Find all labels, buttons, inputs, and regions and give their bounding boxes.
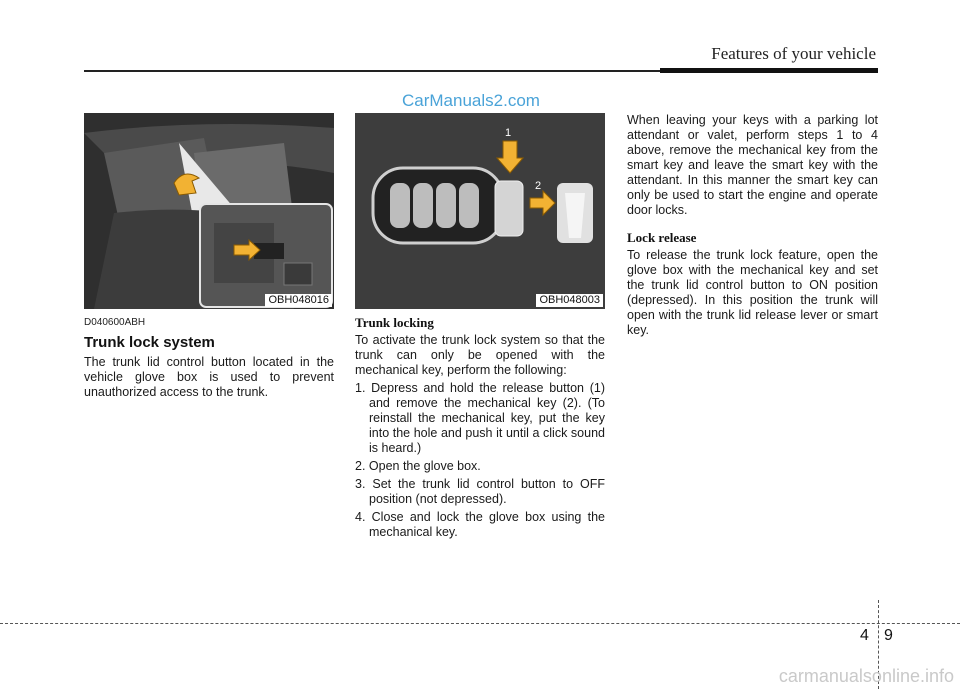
section-intro-paragraph: The trunk lid control button located in the vehicle glove box is used to prevent unauthorized access to the trunk. (84, 355, 334, 399)
page-header-title: Features of your vehicle (711, 44, 876, 63)
section-title: Trunk lock system (84, 334, 215, 351)
smart-key-illustration (355, 113, 605, 309)
callout-1: 1 (505, 127, 512, 139)
steps-list (355, 381, 605, 540)
right-column (627, 113, 878, 341)
step-item: 3. Set the trunk lid control button to OFF position (not depressed). (355, 477, 605, 506)
document-code: D040600ABH (84, 317, 146, 328)
glove-box-illustration (84, 113, 334, 309)
watermark-bottom: carmanualsonline.info (778, 666, 954, 686)
step-item: 2. Open the glove box. (355, 459, 481, 473)
middle-column (355, 113, 605, 543)
chapter-number: 4 (860, 627, 869, 644)
step-item: 1. Depress and hold the release button (1) and remove the mechanical key (2). (To reinstall the mechanical key, put the key into the hole and push it until a click sound is heard.) (355, 381, 605, 455)
subsection-intro-paragraph: To activate the trunk lock system so that the trunk can only be opened with the mechanical key, perform the following: (355, 333, 605, 377)
figure-label: OBH048003 (536, 294, 603, 307)
subsection-title: Trunk locking (355, 315, 434, 330)
smart-key-figure (355, 113, 605, 309)
watermark-top: CarManuals2.com (402, 91, 540, 110)
valet-paragraph: When leaving your keys with a parking lot attendant or valet, perform steps 1 to 4 above, remove the mechanical key from the smart key and leave the smart key with the attendant. In this manner the smart key can only be used to start the engine and operate door locks. (627, 113, 878, 217)
lock-release-paragraph: To release the trunk lock feature, open the glove box with the mechanical key and set the trunk lid control button to ON position (depressed). In this position the trunk will open with the trunk lid release lever or smart key. (627, 248, 878, 337)
footer-rule (0, 623, 960, 624)
subsection-title: Lock release (627, 230, 697, 245)
header-rule-accent (660, 68, 878, 73)
step-item: 4. Close and lock the glove box using the mechanical key. (355, 510, 605, 539)
left-column (84, 113, 334, 403)
page-number: 9 (884, 627, 893, 644)
glove-box-figure (84, 113, 334, 309)
callout-2: 2 (535, 180, 542, 192)
figure-label: OBH048016 (265, 294, 332, 307)
